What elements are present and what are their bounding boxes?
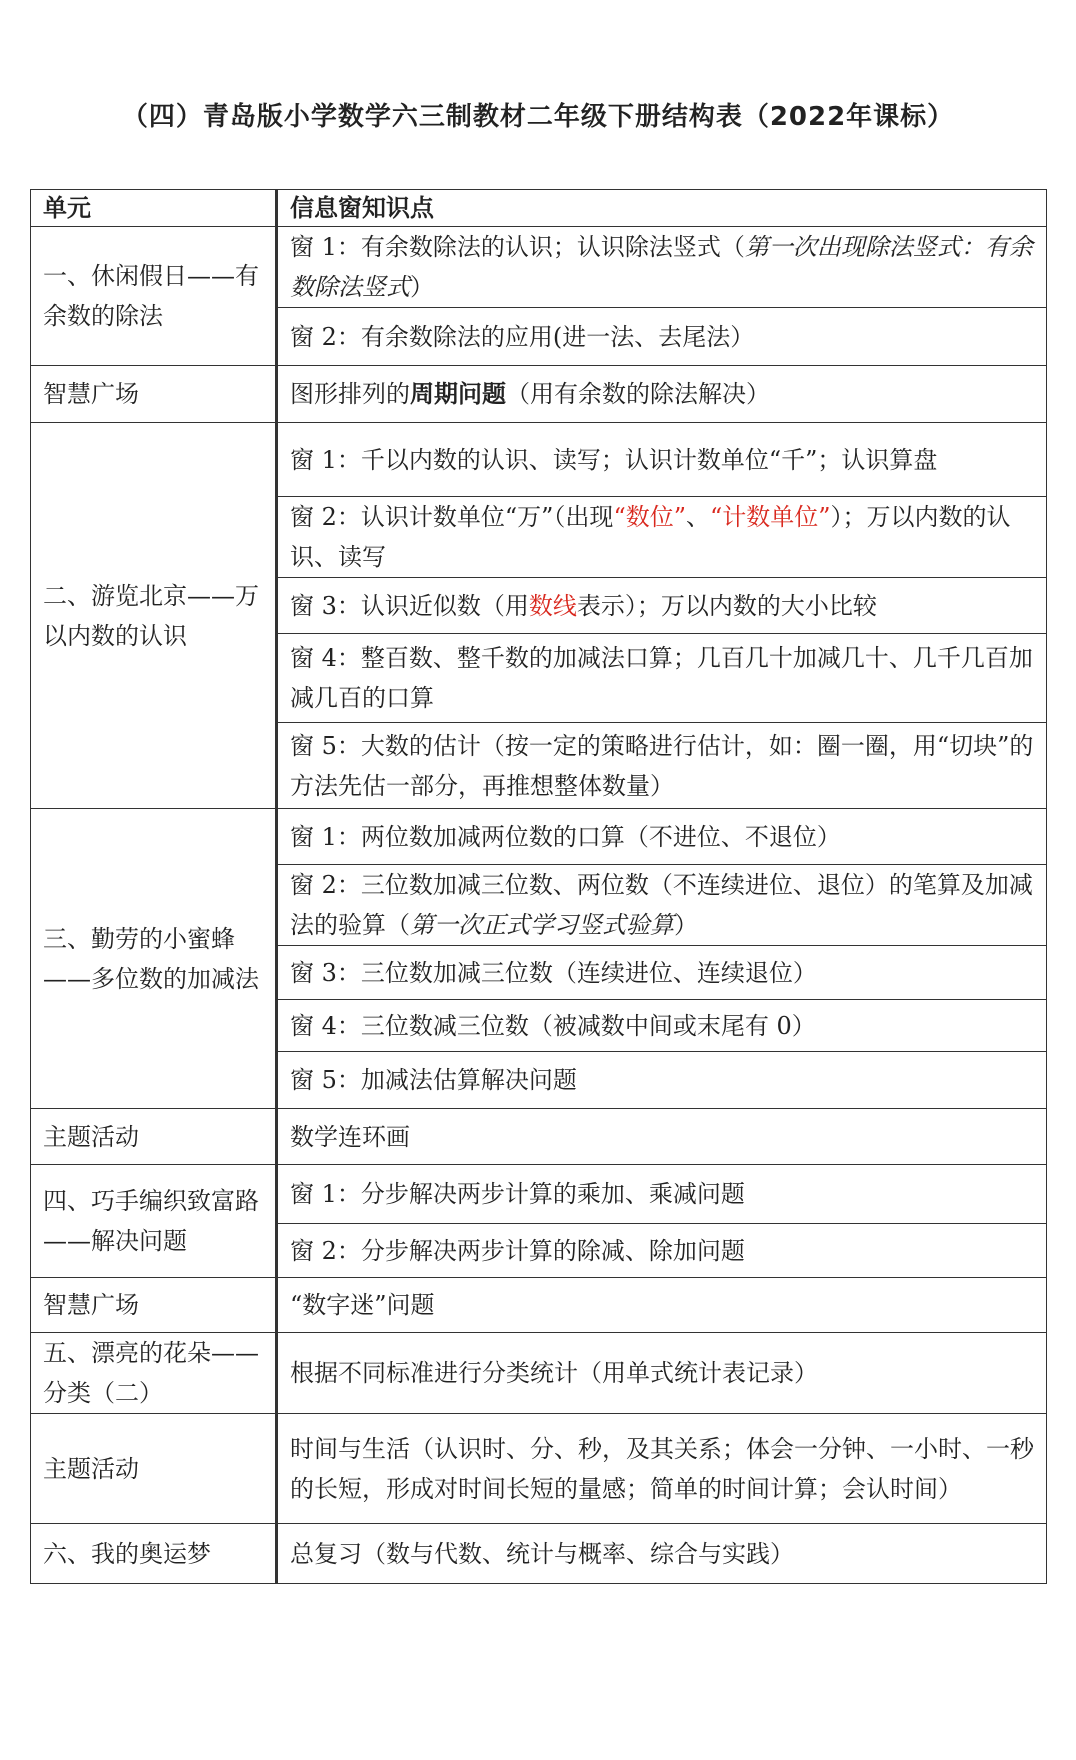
unit-cell: 智慧广场	[31, 366, 277, 423]
table-row	[31, 1333, 1047, 1414]
header-unit: 单元	[31, 190, 277, 227]
knowledge-cell: 窗 3：三位数加减三位数（连续进位、连续退位）	[277, 946, 1047, 1000]
text-span: ）	[410, 273, 434, 301]
knowledge-cell: 窗 4：整百数、整千数的加减法口算；几百几十加减几十、几千几百加减几百的口算	[277, 634, 1047, 723]
header-knowledge: 信息窗知识点	[277, 190, 1047, 227]
knowledge-cell	[277, 366, 1047, 423]
unit-cell: 三、勤劳的小蜜蜂——多位数的加减法	[31, 809, 277, 1109]
text-span: 表示）；万以内数的大小比较	[576, 591, 877, 620]
knowledge-cell: 窗 5：大数的估计（按一定的策略进行估计，如：圈一圈，用“切块”的方法先估一部分，再推想整体数量）	[277, 723, 1047, 809]
knowledge-cell: 根据不同标准进行分类统计（用单式统计表记录）	[277, 1333, 1047, 1414]
text-span: （用有余数的除法解决）	[506, 380, 770, 408]
table-row	[31, 1109, 1047, 1165]
table-header-row	[31, 190, 1047, 227]
text-span: 窗 2：三位数加减三位数、两位数（不连续进位、退位）的笔算及加减法的验算（	[290, 871, 1033, 939]
table-row	[31, 423, 1047, 497]
table-row	[31, 1524, 1047, 1584]
table-row	[31, 227, 1047, 308]
text-span: 窗 2：认识计数单位“万”（出现	[290, 503, 614, 531]
table-row	[31, 809, 1047, 865]
red-term: “计数单位”	[709, 503, 831, 531]
knowledge-cell: 窗 5：加减法估算解决问题	[277, 1052, 1047, 1109]
knowledge-cell: 总复习（数与代数、统计与概率、综合与实践）	[277, 1524, 1047, 1584]
unit-cell: 五、漂亮的花朵——分类（二）	[31, 1333, 277, 1414]
unit-cell: 四、巧手编织致富路——解决问题	[31, 1165, 277, 1278]
italic-note: 第一次正式学习竖式验算	[410, 911, 674, 939]
bold-term: 周期问题	[410, 380, 506, 408]
red-term: 数线	[528, 591, 577, 620]
unit-cell: 一、休闲假日——有余数的除法	[31, 227, 277, 366]
italic-note: 第一次出现除法竖式：有余数除法竖式	[290, 233, 1033, 301]
table-row	[31, 366, 1047, 423]
structure-table	[30, 189, 1047, 1584]
unit-cell: 二、游览北京——万以内数的认识	[31, 423, 277, 809]
knowledge-cell: 窗 4：三位数减三位数（被减数中间或末尾有 0）	[277, 1000, 1047, 1052]
text-span: 窗 1：有余数除法的认识；认识除法竖式（	[290, 233, 745, 261]
knowledge-cell: 时间与生活（认识时、分、秒，及其关系；体会一分钟、一小时、一秒的长短，形成对时间长短的量感；简单的时间计算；会认时间）	[277, 1414, 1047, 1524]
knowledge-cell: 窗 1：千以内数的认识、读写；认识计数单位“千”；认识算盘	[277, 423, 1047, 497]
knowledge-cell	[277, 578, 1047, 634]
knowledge-cell: 窗 1：两位数加减两位数的口算（不进位、不退位）	[277, 809, 1047, 865]
unit-cell: 智慧广场	[31, 1278, 277, 1333]
knowledge-cell: “数字迷”问题	[277, 1278, 1047, 1333]
unit-cell: 主题活动	[31, 1414, 277, 1524]
text-span: 窗 3：认识近似数（用	[290, 591, 529, 620]
text-span: ）	[674, 911, 698, 939]
page-title: （四）青岛版小学数学六三制教材二年级下册结构表（2022年课标）	[121, 102, 955, 132]
table-row	[31, 1278, 1047, 1333]
text-span: 图形排列的	[290, 380, 410, 408]
text-span: 、	[685, 503, 710, 531]
table-row	[31, 1165, 1047, 1224]
knowledge-cell	[277, 865, 1047, 946]
knowledge-cell	[277, 227, 1047, 308]
knowledge-cell: 窗 2：有余数除法的应用(进一法、去尾法）	[277, 308, 1047, 366]
knowledge-cell	[277, 497, 1047, 578]
knowledge-cell: 窗 1：分步解决两步计算的乘加、乘减问题	[277, 1165, 1047, 1224]
knowledge-cell: 数学连环画	[277, 1109, 1047, 1165]
unit-cell: 主题活动	[31, 1109, 277, 1165]
text-span: ）；万以内数的认识、读写	[290, 503, 1011, 571]
unit-cell: 六、我的奥运梦	[31, 1524, 277, 1584]
red-term: “数位”	[613, 503, 686, 531]
table-row	[31, 1414, 1047, 1524]
knowledge-cell: 窗 2：分步解决两步计算的除减、除加问题	[277, 1224, 1047, 1278]
